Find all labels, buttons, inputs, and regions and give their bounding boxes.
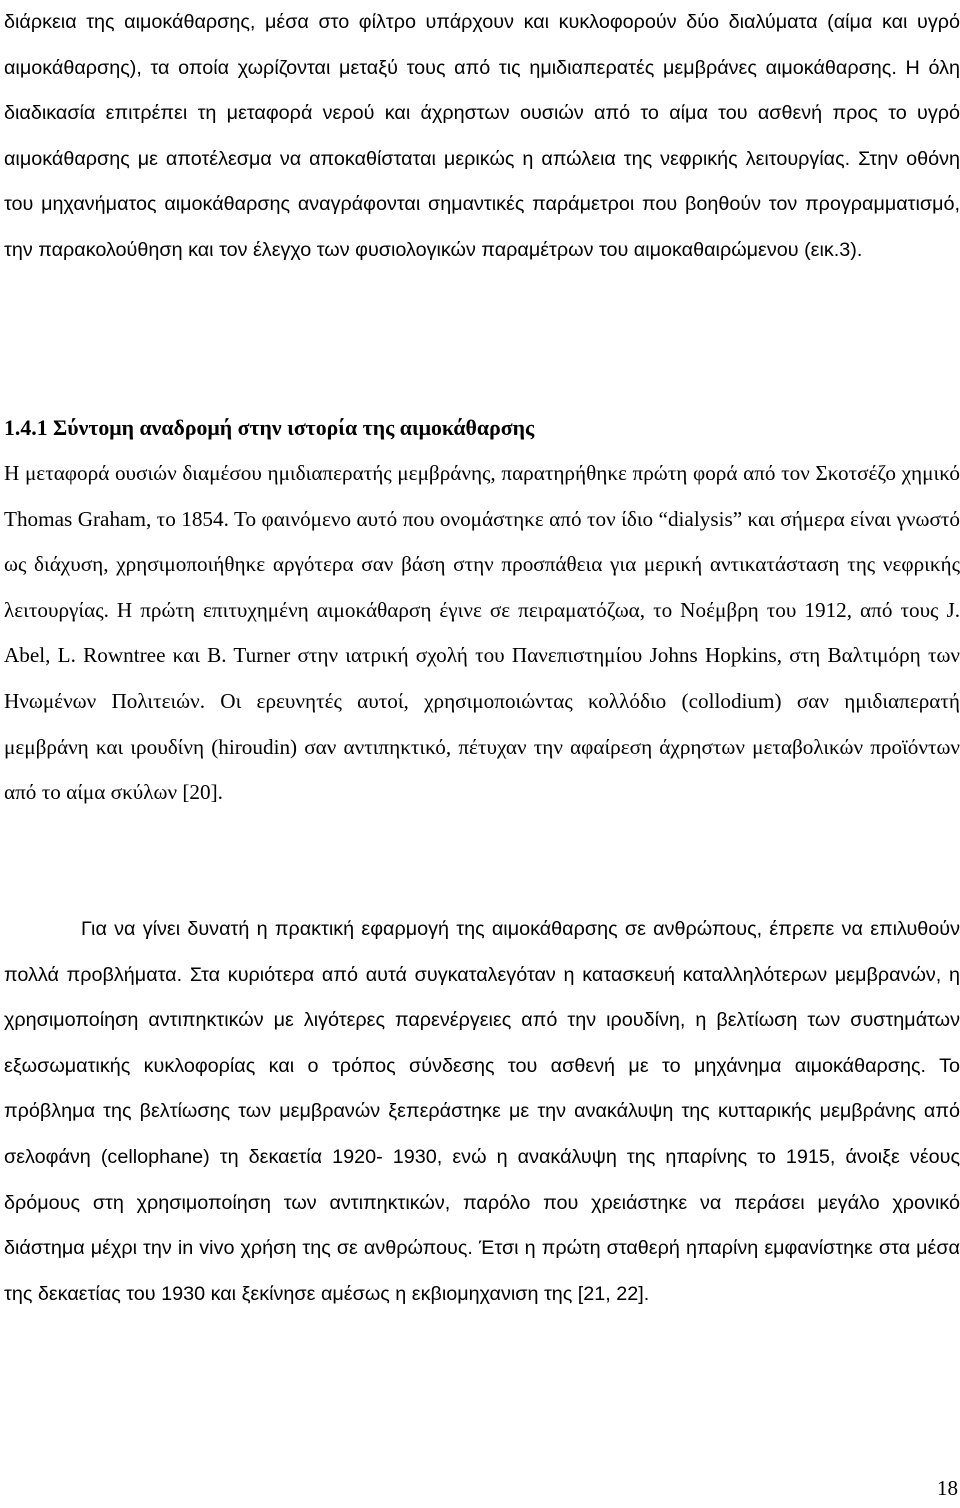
section-heading: 1.4.1 Σύντομη αναδρομή στην ιστορία της αιμοκάθαρσης bbox=[4, 416, 535, 440]
page-number: 18 bbox=[937, 1476, 958, 1500]
paragraph-practical-application: Για να γίνει δυνατή η πρακτική εφαρμογή της αιμοκάθαρσης σε ανθρώπους, έπρεπε να επιλυθούν πολλά προβλήματα. Στα κυριότερα από αυτά συγκαταλεγόταν η κατασκευή καταλληλότερων μεμβρανών, η χρησιμοποίηση αντιπηκτικών με λιγότερες παρενέργειες από την ιρουδίνη, η βελτίωση των συστημάτων εξωσωματικής κυκλοφορίας και ο τρόπος σύνδεσης του ασθενή με το μηχάνημα αιμοκάθαρσης. Το πρόβλημα της βελτίωσης των μεμβρανών ξεπεράστηκε με την ανακάλυψη της κυτταρικής μεμβράνης από σελοφάνη (cellophane) τη δεκαετία 1920- 1930, ενώ η ανακάλυψη της ηπαρίνης το 1915, άνοιξε νέους δρόμους στη χρησιμοποίηση των αντιπηκτικών, παρόλο που χρειάστηκε να περάσει μεγάλο χρονικό διάστημα μέχρι την in vivo χρήση της σε ανθρώπους. Έτσι η πρώτη σταθερή ηπαρίνη εμφανίστηκε στα μέσα της δεκαετίας του 1930 και ξεκίνησε αμέσως η εκβιομηχανιση της [21, 22]. bbox=[4, 918, 960, 1305]
paragraph-history: Η μεταφορά ουσιών διαμέσου ημιδιαπερατής μεμβράνης, παρατηρήθηκε πρώτη φορά από τον Σκοτσέζο χημικό Thomas Graham, το 1854. Το φαινόμενο αυτό που ονομάστηκε από τον ίδιο “dialysis” και σήμερα είναι γνωστό ως διάχυση, χρησιμοποιήθηκε αργότερα σαν βάση στην προσπάθεια για μερική αντικατάσταση της νεφρικής λειτουργίας. Η πρώτη επιτυχημένη αιμοκάθαρση έγινε σε πειραματόζωα, το Νοέμβρη του 1912, από τους J. Abel, L. Rowntree και B. Turner στην ιατρική σχολή του Πανεπιστημίου Johns Hopkins, στη Βαλτιμόρη των Ηνωμένων Πολιτειών. Οι ερευνητές αυτοί, χρησιμοποιώντας κολλόδιο (collodium) σαν ημιδιαπερατή μεμβράνη και ιρουδίνη (hiroudin) σαν αντιπηκτικό, πέτυχαν την αφαίρεση άχρηστων μεταβολικών προϊόντων από το αίμα σκύλων [20]. bbox=[4, 461, 960, 805]
paragraph-dialysis-process: διάρκεια της αιμοκάθαρσης, μέσα στο φίλτρο υπάρχουν και κυκλοφορούν δύο διαλύματα (αίμα και υγρό αιμοκάθαρσης), τα οποία χωρίζονται μεταξύ τους από τις ημιδιαπερατές μεμβράνες αιμοκάθαρσης. Η όλη διαδικασία επιτρέπει τη μεταφορά νερού και άχρηστων ουσιών από το αίμα του ασθενή προς το υγρό αιμοκάθαρσης με αποτέλεσμα να αποκαθίσταται μερικώς η απώλεια της νεφρικής λειτουργίας. Στην οθόνη του μηχανήματος αιμοκάθαρσης αναγράφονται σημαντικές παράμετροι που βοηθούν τον προγραμματισμό, την παρακολούθηση και τον έλεγχο των φυσιολογικών παραμέτρων του αιμοκαθαιρώμενου (εικ.3). bbox=[4, 11, 960, 261]
